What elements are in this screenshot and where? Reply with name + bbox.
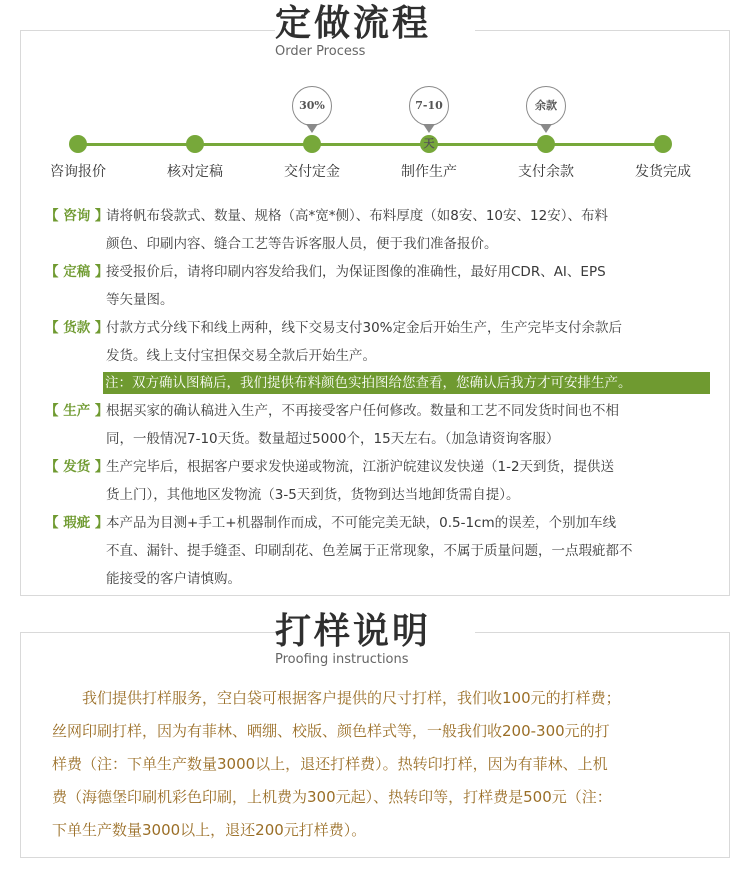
detail-line: 不直、漏针、提手缝歪、印刷刮花、色差属于正常现象，不属于质量问题，一点瑕疵都不 — [106, 543, 633, 559]
balance-pin-tail — [540, 124, 552, 133]
step-dot-icon — [303, 135, 321, 153]
step-label: 交付定金 — [284, 164, 340, 180]
step-label: 核对定稿 — [167, 164, 223, 180]
proofing-line: 样费（注：下单生产数量3000以上，退还打样费）。热转印打样，因为有菲林、上机 — [52, 755, 608, 773]
detail-tag: 【 发货 】 — [45, 459, 109, 475]
step-dot-icon — [654, 135, 672, 153]
deposit-pin-icon: 30% — [292, 86, 332, 126]
detail-tag: 【 瑕疵 】 — [45, 515, 109, 531]
detail-line: 发货。线上支付宝担保交易全款后开始生产。 — [106, 348, 376, 364]
detail-tag: 【 生产 】 — [45, 403, 109, 419]
detail-tag: 【 定稿 】 — [45, 264, 109, 280]
balance-pin-icon: 余款 — [526, 86, 566, 126]
step-label: 发货完成 — [635, 164, 691, 180]
detail-line: 货上门），其他地区发物流（3-5天到货，货物到达当地卸货需自提）。 — [106, 487, 520, 503]
process-line — [78, 143, 663, 146]
step-label: 咨询报价 — [50, 164, 106, 180]
section-title-order-process: 定做流程 — [275, 2, 475, 46]
detail-line: 付款方式分线下和线上两种，线下交易支付30%定金后开始生产，生产完毕支付余款后 — [106, 320, 623, 336]
section-subtitle-proofing: Proofing instructions — [275, 652, 409, 667]
detail-line: 颜色、印刷内容、缝合工艺等告诉客服人员，便于我们准备报价。 — [106, 236, 498, 252]
detail-line: 能接受的客户请慎购。 — [106, 571, 241, 587]
confirmation-note: 注：双方确认图稿后，我们提供布料颜色实拍图给您查看，您确认后我方才可安排生产。 — [103, 372, 710, 394]
section-title-proofing: 打样说明 — [275, 610, 475, 654]
proofing-text — [52, 682, 712, 847]
step-label: 制作生产 — [401, 164, 457, 180]
production-time-pin-tail — [423, 124, 435, 133]
detail-line: 请将帆布袋款式、数量、规格（高*宽*侧）、布料厚度（如8安、10安、12安）、布料 — [106, 208, 608, 224]
production-time-pin-icon: 7-10天 — [409, 86, 449, 126]
proofing-line: 我们提供打样服务，空白袋可根据客户提供的尺寸打样，我们收100元的打样费； — [52, 689, 621, 707]
step-dot-icon — [537, 135, 555, 153]
step-dot-icon — [69, 135, 87, 153]
step-label: 支付余款 — [518, 164, 574, 180]
detail-line: 等矢量图。 — [106, 292, 174, 308]
detail-line: 接受报价后，请将印刷内容发给我们，为保证图像的准确性，最好用CDR、AI、EPS — [106, 264, 606, 280]
proofing-line: 丝网印刷打样，因为有菲林、晒绷、校版、颜色样式等，一般我们收200-300元的打 — [52, 722, 610, 740]
detail-tag: 【 货款 】 — [45, 320, 109, 336]
detail-line: 根据买家的确认稿进入生产，不再接受客户任何修改。数量和工艺不同发货时间也不相 — [106, 403, 619, 419]
detail-line: 同，一般情况7-10天货。数量超过5000个，15天左右。（加急请资询客服） — [106, 431, 560, 447]
proofing-line: 费（海德堡印刷机彩色印刷，上机费为300元起）、热转印等，打样费是500元（注： — [52, 788, 612, 806]
deposit-pin-tail — [306, 124, 318, 133]
proofing-line: 下单生产数量3000以上，退还200元打样费）。 — [52, 821, 367, 839]
section-subtitle-order-process: Order Process — [275, 44, 366, 59]
detail-line: 生产完毕后，根据客户要求发快递或物流，江浙沪皖建议发快递（1-2天到货，提供送 — [106, 459, 615, 475]
detail-tag: 【 咨询 】 — [45, 208, 109, 224]
step-dot-icon — [186, 135, 204, 153]
detail-line: 本产品为目测+手工+机器制作而成，不可能完美无缺，0.5-1cm的误差，个别加车线 — [106, 515, 617, 531]
